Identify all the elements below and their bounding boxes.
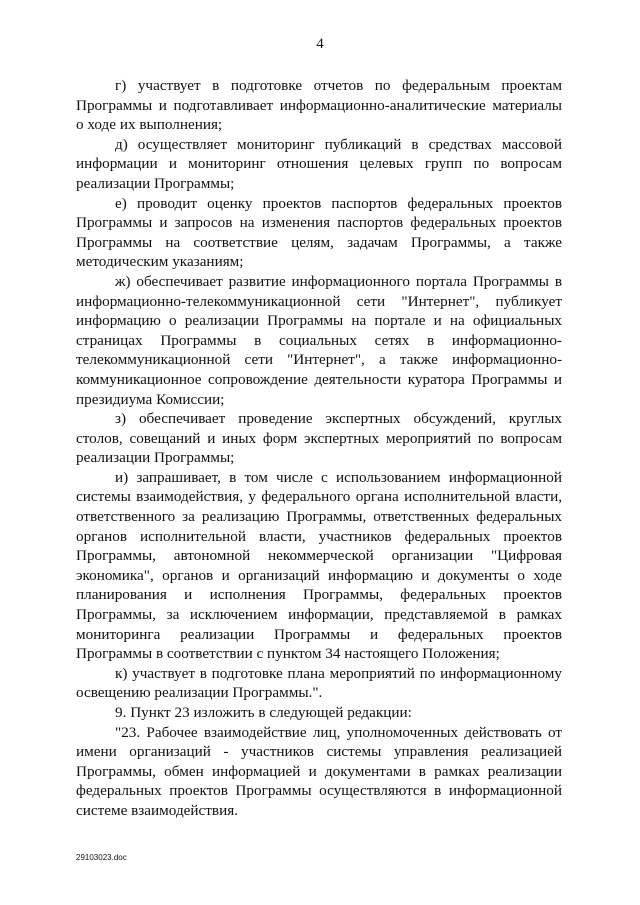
paragraph-g: г) участвует в подготовке отчетов по федеральным проектам Программы и подготавливает информационно-аналитические материалы о ходе их выполнения; <box>76 77 562 134</box>
page-number: 4 <box>316 36 324 52</box>
paragraph-item-9: 9. Пункт 23 изложить в следующей редакции: <box>115 704 412 721</box>
paragraph-k: к) участвует в подготовке плана мероприятий по информационному освещению реализации Программы.". <box>76 664 562 702</box>
paragraph-i: и) запрашивает, в том числе с использованием информационной системы взаимодействия, у федерального органа исполнительной власти, ответственного за реализацию Программы, ответственных федеральных органов исполнительной власти, участников федеральных проектов Программы, автономной некоммерческой организации "Цифровая экономика", органов и организаций информацию и документы о ходе планирования и исполнения Программы, федеральных проектов Программы, за исключением информации, представляемой в рамках мониторинга реализации Программы и федеральных проектов Программы в соответствии с пунктом 34 настоящего Положения; <box>76 468 562 663</box>
paragraph-item-23: "23. Рабочее взаимодействие лиц, уполномоченных действовать от имени организаций - участников системы управления реализацией Программы, обмен информацией и документами в рамках реализации федеральных проектов Программы осуществляются в информационной системе взаимодействия. <box>76 723 562 819</box>
paragraph-e: е) проводит оценку проектов паспортов федеральных проектов Программы и запросов на изменения паспортов федеральных проектов Программы на соответствие целям, задачам Программы, а также методическим указаниям; <box>76 194 562 271</box>
document-body <box>76 76 562 821</box>
paragraph-z: з) обеспечивает проведение экспертных обсуждений, круглых столов, совещаний и иных форм экспертных мероприятий по вопросам реализации Программы; <box>76 410 562 467</box>
paragraph-zh: ж) обеспечивает развитие информационного портала Программы в информационно-телекоммуникационной сети "Интернет", публикует информацию о реализации Программы на портале и на официальных страницах Программы в социальных сетях в информационно-телекоммуникационной сети "Интернет", а также информационно-коммуникационное сопровождение деятельности куратора Программы и президиума Комиссии; <box>76 272 562 408</box>
footer-filename: 29103023.doc <box>76 853 127 862</box>
paragraph-d: д) осуществляет мониторинг публикаций в средствах массовой информации и мониторинг отношения целевых групп по вопросам реализации Программы; <box>76 135 562 192</box>
